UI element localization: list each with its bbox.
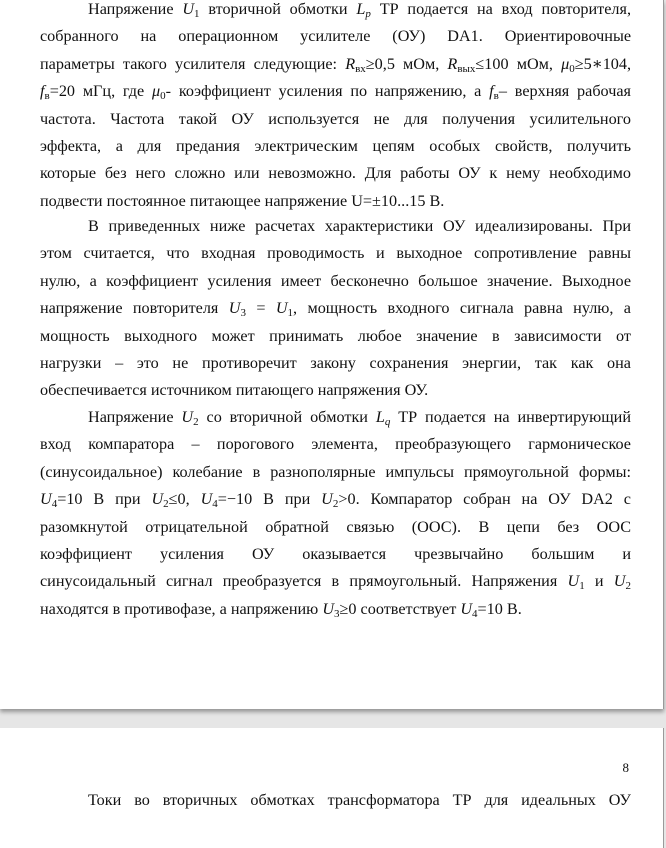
text-run: коэффициент усиления ОУ оказывается чрезвычайно большим и bbox=[40, 545, 631, 563]
math-symbol: U bbox=[322, 599, 335, 618]
math-symbol: 1 bbox=[287, 307, 294, 320]
paragraph-line bbox=[40, 431, 631, 458]
text-run: >0. Компаратор собран на ОУ DA2 с bbox=[338, 490, 631, 509]
math-symbol: в bbox=[44, 90, 50, 103]
math-symbol: 2 bbox=[332, 498, 339, 511]
text-run: которые без него сложно или невозможно. Для работы ОУ к нему необходимо bbox=[40, 164, 631, 183]
paragraph-line bbox=[40, 459, 631, 486]
paragraph-line bbox=[40, 350, 631, 377]
paragraph-line bbox=[40, 160, 631, 187]
math-symbol: вых bbox=[457, 62, 476, 75]
text-run: =20 мГц, где bbox=[49, 82, 152, 101]
text-run: ТР подается на вход повторителя, bbox=[370, 0, 631, 18]
text-run: ≤100 мОм, bbox=[475, 54, 562, 73]
math-symbol: 3 bbox=[334, 607, 340, 620]
text-run: , мощность входного сигнала равна нулю, а bbox=[293, 299, 631, 318]
text-run: – верхняя рабочая bbox=[498, 82, 632, 101]
math-symbol: q bbox=[384, 416, 391, 428]
text-run: ≥5∗104, bbox=[574, 54, 632, 73]
document-page-8 bbox=[0, 728, 664, 848]
math-symbol: 1 bbox=[194, 8, 200, 20]
text-run: вторичной обмотки bbox=[199, 0, 357, 18]
math-symbol: 4 bbox=[51, 498, 58, 511]
text-run: нагрузки – это не противоречит закону сохранения энергии, так как она bbox=[40, 354, 631, 372]
text-run: - коэффициент усиления по напряжению, а bbox=[165, 82, 490, 101]
math-symbol: U bbox=[181, 408, 194, 426]
text-run: параметры такого усилителя следующие: bbox=[40, 54, 346, 73]
paragraph-line bbox=[40, 188, 631, 215]
math-symbol: 2 bbox=[163, 498, 169, 511]
text-run: ≥0,5 мОм, bbox=[365, 54, 448, 73]
paragraph-line bbox=[40, 295, 631, 322]
text-run: Напряжение bbox=[88, 0, 183, 18]
math-symbol: U bbox=[275, 299, 288, 318]
text-run: этом считается, что входная проводимость и выходное сопротивление равны bbox=[40, 244, 631, 263]
math-symbol: L bbox=[375, 408, 385, 426]
paragraph-line bbox=[40, 106, 631, 133]
paragraph-line: Токи во вторичных обмотках трансформатора ТР для идеальных ОУ bbox=[88, 791, 631, 809]
math-symbol: f bbox=[489, 82, 494, 101]
text-run: =10 В. bbox=[477, 599, 522, 618]
math-symbol: U bbox=[200, 490, 213, 509]
text-run: = bbox=[245, 299, 276, 318]
page-number: 8 bbox=[622, 760, 629, 775]
text-run: ТР подается на инвертирующий bbox=[390, 408, 632, 426]
math-symbol: U bbox=[228, 299, 241, 318]
paragraph-line bbox=[88, 0, 631, 23]
paragraph-line bbox=[40, 596, 631, 623]
text-run: обеспечивается источником питающего напряжения ОУ. bbox=[40, 381, 429, 400]
math-symbol: L bbox=[356, 0, 366, 18]
paragraph-line bbox=[40, 514, 631, 541]
math-symbol: U bbox=[567, 572, 580, 591]
math-symbol: 0 bbox=[569, 62, 575, 75]
math-symbol: μ bbox=[561, 54, 570, 73]
text-run: разомкнутой отрицательной обратной связью (ООС). В цепи без ООС bbox=[40, 517, 631, 536]
math-symbol: f bbox=[40, 82, 45, 101]
text-run: =10 В при bbox=[57, 490, 152, 509]
math-symbol: p bbox=[365, 8, 371, 20]
math-symbol: R bbox=[345, 54, 356, 73]
text-run: напряжение повторителя bbox=[40, 299, 229, 318]
text-run: находятся в противофазе, а напряжению bbox=[40, 599, 323, 618]
math-symbol: в bbox=[493, 90, 499, 103]
paragraph-line bbox=[40, 323, 631, 350]
text-run: нулю, а коэффициент усиления имеет бесконечно большое значение. Выходное bbox=[40, 271, 631, 290]
math-symbol: U bbox=[613, 572, 626, 591]
math-symbol: U bbox=[460, 599, 473, 618]
paragraph-line bbox=[40, 377, 631, 404]
paragraph-line bbox=[88, 213, 631, 240]
paragraph-line bbox=[40, 568, 631, 595]
text-run: синусоидальный сигнал преобразуется в прямоугольный. Напряжения bbox=[40, 572, 568, 591]
text-run: мощность выходного может принимать любое значение в зависимости от bbox=[40, 326, 631, 345]
math-symbol: 2 bbox=[193, 416, 199, 428]
paragraph-line bbox=[40, 78, 631, 105]
math-symbol: 0 bbox=[160, 90, 166, 103]
paragraph-line bbox=[40, 23, 631, 50]
text-run: Напряжение bbox=[88, 408, 182, 426]
math-symbol: 4 bbox=[212, 498, 218, 511]
text-run: частота. Частота такой ОУ используется не для получения усилительного bbox=[40, 109, 631, 128]
text-run: эффекта, а для предания электрическим цепям особых свойств, получить bbox=[40, 137, 631, 155]
math-symbol: 2 bbox=[625, 580, 631, 593]
text-run: ≤0, bbox=[168, 490, 201, 509]
paragraph-line bbox=[40, 51, 631, 78]
paragraph-line bbox=[40, 541, 631, 568]
paragraph-line bbox=[40, 240, 631, 267]
math-symbol: R bbox=[447, 54, 458, 73]
text-run: собранного на операционном усилителе (ОУ) DA1. Ориентировочные bbox=[40, 27, 631, 46]
math-symbol: U bbox=[40, 490, 52, 509]
paragraph-line bbox=[88, 404, 631, 431]
math-symbol: 3 bbox=[240, 307, 246, 320]
math-symbol: 4 bbox=[472, 607, 478, 620]
paragraph-line bbox=[40, 486, 631, 513]
text-run: =−10 В при bbox=[217, 490, 322, 509]
text-run: и bbox=[584, 572, 614, 591]
math-symbol: U bbox=[182, 0, 195, 18]
text-run: со вторичной обмотки bbox=[198, 408, 376, 426]
math-symbol: U bbox=[151, 490, 164, 509]
math-symbol: вх bbox=[355, 62, 366, 75]
text-run: В приведенных ниже расчетах характеристики ОУ идеализированы. При bbox=[88, 217, 631, 235]
paragraph-line bbox=[40, 133, 631, 160]
paragraph-line bbox=[40, 268, 631, 295]
text-run: ≥0 соответствует bbox=[339, 599, 461, 618]
text-run: подвести постоянное питающее напряжение U=±10...15 В. bbox=[40, 191, 445, 210]
text-run: вход компаратора – порогового элемента, преобразующего гармоническое bbox=[40, 435, 631, 454]
text-run: (синусоидальное) колебание в разнополярные импульсы прямоугольной формы: bbox=[40, 462, 631, 481]
math-symbol: U bbox=[321, 490, 333, 509]
math-symbol: 1 bbox=[579, 580, 585, 593]
math-symbol: μ bbox=[151, 82, 161, 101]
